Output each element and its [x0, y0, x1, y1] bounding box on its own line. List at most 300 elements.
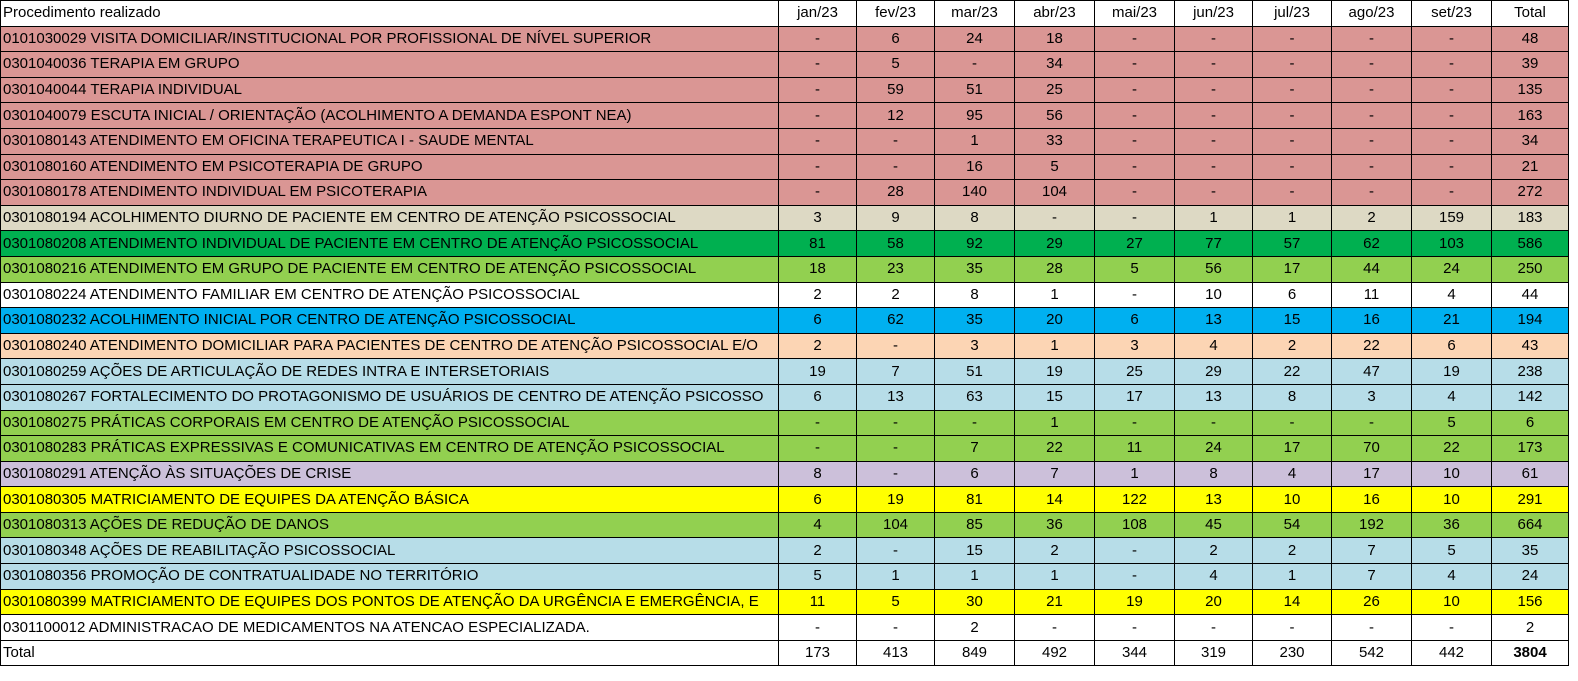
table-row: [1, 615, 1569, 641]
value-cell: 2: [779, 282, 857, 308]
value-cell: 13: [857, 384, 935, 410]
column-header-fev: fev/23: [857, 1, 935, 27]
value-cell: -: [857, 461, 935, 487]
value-cell: -: [1412, 128, 1492, 154]
value-cell: 29: [1175, 359, 1253, 385]
value-cell: 5: [857, 589, 935, 615]
value-cell: 45: [1175, 512, 1253, 538]
procedure-label: 0301080224 ATENDIMENTO FAMILIAR EM CENTRO DE ATENÇÃO PSICOSSOCIAL: [1, 282, 779, 308]
value-cell: -: [1253, 26, 1332, 52]
value-cell: 51: [935, 359, 1015, 385]
table-row: [1, 538, 1569, 564]
row-total-cell: 44: [1492, 282, 1569, 308]
column-header-set: set/23: [1412, 1, 1492, 27]
value-cell: -: [1095, 538, 1175, 564]
value-cell: 22: [1412, 436, 1492, 462]
row-total-cell: 135: [1492, 77, 1569, 103]
total-cell: 413: [857, 640, 935, 666]
column-header-jan: jan/23: [779, 1, 857, 27]
table-row: [1, 512, 1569, 538]
value-cell: -: [1095, 77, 1175, 103]
header-row: [1, 1, 1569, 27]
value-cell: 24: [1412, 256, 1492, 282]
value-cell: 2: [1332, 205, 1412, 231]
procedure-label: 0301080356 PROMOÇÃO DE CONTRATUALIDADE NO TERRITÓRIO: [1, 564, 779, 590]
value-cell: 20: [1015, 308, 1095, 334]
procedure-label: 0301080275 PRÁTICAS CORPORAIS EM CENTRO DE ATENÇÃO PSICOSSOCIAL: [1, 410, 779, 436]
table-row: [1, 231, 1569, 257]
value-cell: 58: [857, 231, 935, 257]
procedure-label: 0301080305 MATRICIAMENTO DE EQUIPES DA ATENÇÃO BÁSICA: [1, 487, 779, 513]
value-cell: 7: [1015, 461, 1095, 487]
value-cell: 81: [935, 487, 1015, 513]
value-cell: -: [1095, 615, 1175, 641]
value-cell: 14: [1015, 487, 1095, 513]
value-cell: -: [1175, 103, 1253, 129]
row-total-cell: 183: [1492, 205, 1569, 231]
table-row: [1, 436, 1569, 462]
table-row: [1, 564, 1569, 590]
value-cell: -: [857, 615, 935, 641]
value-cell: 1: [1015, 410, 1095, 436]
value-cell: -: [857, 538, 935, 564]
table-row: [1, 77, 1569, 103]
value-cell: -: [1095, 205, 1175, 231]
value-cell: 2: [1253, 333, 1332, 359]
value-cell: 3: [1095, 333, 1175, 359]
total-row: [1, 640, 1569, 666]
value-cell: 2: [1253, 538, 1332, 564]
value-cell: 6: [1253, 282, 1332, 308]
total-cell: 492: [1015, 640, 1095, 666]
total-cell: 230: [1253, 640, 1332, 666]
value-cell: 19: [779, 359, 857, 385]
value-cell: 44: [1332, 256, 1412, 282]
value-cell: -: [1175, 77, 1253, 103]
value-cell: -: [1095, 564, 1175, 590]
value-cell: 1: [935, 564, 1015, 590]
procedure-label: 0301080208 ATENDIMENTO INDIVIDUAL DE PACIENTE EM CENTRO DE ATENÇÃO PSICOSSOCIAL: [1, 231, 779, 257]
value-cell: 7: [1332, 564, 1412, 590]
value-cell: 15: [1015, 384, 1095, 410]
value-cell: -: [1175, 52, 1253, 78]
row-total-cell: 43: [1492, 333, 1569, 359]
table-row: [1, 333, 1569, 359]
row-total-cell: 173: [1492, 436, 1569, 462]
value-cell: 18: [1015, 26, 1095, 52]
procedure-label: 0301080313 AÇÕES DE REDUÇÃO DE DANOS: [1, 512, 779, 538]
total-label: Total: [1, 640, 779, 666]
total-cell: 173: [779, 640, 857, 666]
value-cell: 62: [857, 308, 935, 334]
value-cell: -: [1095, 26, 1175, 52]
value-cell: 8: [1175, 461, 1253, 487]
value-cell: 36: [1015, 512, 1095, 538]
value-cell: 4: [779, 512, 857, 538]
value-cell: -: [857, 128, 935, 154]
value-cell: -: [1253, 180, 1332, 206]
value-cell: 22: [1332, 333, 1412, 359]
value-cell: -: [779, 26, 857, 52]
value-cell: 4: [1175, 564, 1253, 590]
value-cell: 19: [1412, 359, 1492, 385]
value-cell: 11: [1332, 282, 1412, 308]
value-cell: 3: [935, 333, 1015, 359]
table-row: [1, 384, 1569, 410]
row-total-cell: 6: [1492, 410, 1569, 436]
value-cell: 192: [1332, 512, 1412, 538]
value-cell: 63: [935, 384, 1015, 410]
value-cell: -: [1412, 103, 1492, 129]
value-cell: -: [1175, 410, 1253, 436]
value-cell: -: [1175, 26, 1253, 52]
value-cell: -: [1332, 410, 1412, 436]
value-cell: 24: [1175, 436, 1253, 462]
procedure-label: 0301080232 ACOLHIMENTO INICIAL POR CENTRO DE ATENÇÃO PSICOSSOCIAL: [1, 308, 779, 334]
value-cell: 95: [935, 103, 1015, 129]
value-cell: 104: [1015, 180, 1095, 206]
value-cell: -: [1175, 154, 1253, 180]
value-cell: -: [1253, 77, 1332, 103]
value-cell: -: [1253, 128, 1332, 154]
value-cell: 122: [1095, 487, 1175, 513]
table-row: [1, 256, 1569, 282]
table-row: [1, 205, 1569, 231]
value-cell: 1: [857, 564, 935, 590]
value-cell: 33: [1015, 128, 1095, 154]
row-total-cell: 61: [1492, 461, 1569, 487]
value-cell: 3: [779, 205, 857, 231]
value-cell: 4: [1412, 282, 1492, 308]
value-cell: 1: [1015, 282, 1095, 308]
procedure-label: 0301080259 AÇÕES DE ARTICULAÇÃO DE REDES INTRA E INTERSETORIAIS: [1, 359, 779, 385]
value-cell: 85: [935, 512, 1015, 538]
value-cell: 10: [1412, 461, 1492, 487]
value-cell: 11: [779, 589, 857, 615]
value-cell: 23: [857, 256, 935, 282]
value-cell: -: [1095, 180, 1175, 206]
value-cell: 17: [1253, 256, 1332, 282]
value-cell: 70: [1332, 436, 1412, 462]
value-cell: -: [1332, 180, 1412, 206]
procedure-label: 0301080216 ATENDIMENTO EM GRUPO DE PACIENTE EM CENTRO DE ATENÇÃO PSICOSSOCIAL: [1, 256, 779, 282]
value-cell: 47: [1332, 359, 1412, 385]
value-cell: 1: [1015, 333, 1095, 359]
value-cell: -: [857, 154, 935, 180]
value-cell: 5: [1095, 256, 1175, 282]
row-total-cell: 586: [1492, 231, 1569, 257]
value-cell: 17: [1332, 461, 1412, 487]
value-cell: 1: [1095, 461, 1175, 487]
procedure-label: 0301080240 ATENDIMENTO DOMICILIAR PARA PACIENTES DE CENTRO DE ATENÇÃO PSICOSSOCIAL E/O: [1, 333, 779, 359]
column-header-mai: mai/23: [1095, 1, 1175, 27]
value-cell: 16: [1332, 487, 1412, 513]
value-cell: 20: [1175, 589, 1253, 615]
value-cell: 5: [779, 564, 857, 590]
procedure-label: 0301080399 MATRICIAMENTO DE EQUIPES DOS PONTOS DE ATENÇÃO DA URGÊNCIA E EMERGÊNCIA, E: [1, 589, 779, 615]
value-cell: 35: [935, 256, 1015, 282]
value-cell: 2: [857, 282, 935, 308]
value-cell: 15: [935, 538, 1015, 564]
value-cell: 30: [935, 589, 1015, 615]
value-cell: -: [1332, 615, 1412, 641]
row-total-cell: 156: [1492, 589, 1569, 615]
procedure-label: 0301080178 ATENDIMENTO INDIVIDUAL EM PSICOTERAPIA: [1, 180, 779, 206]
column-header-total: Total: [1492, 1, 1569, 27]
value-cell: 1: [1015, 564, 1095, 590]
value-cell: -: [1175, 615, 1253, 641]
value-cell: -: [857, 410, 935, 436]
value-cell: 5: [857, 52, 935, 78]
column-header-ago: ago/23: [1332, 1, 1412, 27]
column-header-jun: jun/23: [1175, 1, 1253, 27]
value-cell: 108: [1095, 512, 1175, 538]
value-cell: 104: [857, 512, 935, 538]
column-header-procedure: Procedimento realizado: [1, 1, 779, 27]
value-cell: 21: [1015, 589, 1095, 615]
value-cell: -: [1015, 205, 1095, 231]
table-row: [1, 26, 1569, 52]
value-cell: 6: [779, 384, 857, 410]
value-cell: 6: [1095, 308, 1175, 334]
value-cell: 27: [1095, 231, 1175, 257]
value-cell: 5: [1412, 410, 1492, 436]
value-cell: 2: [779, 538, 857, 564]
value-cell: 2: [779, 333, 857, 359]
procedure-label: 0301080160 ATENDIMENTO EM PSICOTERAPIA DE GRUPO: [1, 154, 779, 180]
value-cell: 10: [1412, 487, 1492, 513]
column-header-abr: abr/23: [1015, 1, 1095, 27]
table-row: [1, 410, 1569, 436]
column-header-jul: jul/23: [1253, 1, 1332, 27]
procedure-label: 0301080348 AÇÕES DE REABILITAÇÃO PSICOSSOCIAL: [1, 538, 779, 564]
value-cell: 28: [857, 180, 935, 206]
value-cell: -: [1175, 180, 1253, 206]
value-cell: -: [779, 128, 857, 154]
value-cell: -: [779, 180, 857, 206]
row-total-cell: 163: [1492, 103, 1569, 129]
column-header-mar: mar/23: [935, 1, 1015, 27]
procedure-label: 0301040079 ESCUTA INICIAL / ORIENTAÇÃO (ACOLHIMENTO A DEMANDA ESPONT NEA): [1, 103, 779, 129]
value-cell: 26: [1332, 589, 1412, 615]
value-cell: 56: [1175, 256, 1253, 282]
value-cell: 18: [779, 256, 857, 282]
value-cell: -: [779, 615, 857, 641]
value-cell: 13: [1175, 487, 1253, 513]
value-cell: 19: [857, 487, 935, 513]
value-cell: -: [1253, 52, 1332, 78]
value-cell: 1: [1175, 205, 1253, 231]
procedure-label: 0301080283 PRÁTICAS EXPRESSIVAS E COMUNICATIVAS EM CENTRO DE ATENÇÃO PSICOSSOCIAL: [1, 436, 779, 462]
value-cell: 4: [1412, 384, 1492, 410]
value-cell: 9: [857, 205, 935, 231]
value-cell: -: [1412, 77, 1492, 103]
value-cell: 4: [1412, 564, 1492, 590]
value-cell: 10: [1175, 282, 1253, 308]
row-total-cell: 21: [1492, 154, 1569, 180]
value-cell: 13: [1175, 384, 1253, 410]
value-cell: 62: [1332, 231, 1412, 257]
value-cell: 7: [935, 436, 1015, 462]
row-total-cell: 664: [1492, 512, 1569, 538]
value-cell: 17: [1095, 384, 1175, 410]
value-cell: 25: [1015, 77, 1095, 103]
value-cell: 35: [935, 308, 1015, 334]
value-cell: 4: [1253, 461, 1332, 487]
total-cell: 344: [1095, 640, 1175, 666]
value-cell: 24: [935, 26, 1015, 52]
table-row: [1, 461, 1569, 487]
value-cell: -: [1095, 282, 1175, 308]
value-cell: 6: [1412, 333, 1492, 359]
value-cell: 11: [1095, 436, 1175, 462]
value-cell: 103: [1412, 231, 1492, 257]
value-cell: 8: [1253, 384, 1332, 410]
table-row: [1, 282, 1569, 308]
value-cell: -: [1332, 154, 1412, 180]
value-cell: 1: [1253, 205, 1332, 231]
row-total-cell: 35: [1492, 538, 1569, 564]
value-cell: 77: [1175, 231, 1253, 257]
value-cell: 6: [935, 461, 1015, 487]
table-row: [1, 180, 1569, 206]
value-cell: -: [935, 52, 1015, 78]
row-total-cell: 142: [1492, 384, 1569, 410]
total-cell: 319: [1175, 640, 1253, 666]
value-cell: 21: [1412, 308, 1492, 334]
procedure-label: 0301080291 ATENÇÃO ÀS SITUAÇÕES DE CRISE: [1, 461, 779, 487]
value-cell: -: [1332, 26, 1412, 52]
value-cell: -: [1095, 410, 1175, 436]
value-cell: -: [1412, 180, 1492, 206]
value-cell: 8: [935, 205, 1015, 231]
value-cell: 3: [1332, 384, 1412, 410]
row-total-cell: 250: [1492, 256, 1569, 282]
value-cell: 51: [935, 77, 1015, 103]
value-cell: 6: [779, 487, 857, 513]
value-cell: -: [1412, 26, 1492, 52]
value-cell: 1: [1253, 564, 1332, 590]
total-cell: 542: [1332, 640, 1412, 666]
value-cell: 16: [1332, 308, 1412, 334]
table-row: [1, 154, 1569, 180]
table-row: [1, 128, 1569, 154]
value-cell: 22: [1015, 436, 1095, 462]
value-cell: 10: [1253, 487, 1332, 513]
value-cell: -: [779, 103, 857, 129]
value-cell: 8: [935, 282, 1015, 308]
value-cell: -: [1412, 615, 1492, 641]
value-cell: 56: [1015, 103, 1095, 129]
value-cell: -: [1412, 52, 1492, 78]
value-cell: 6: [779, 308, 857, 334]
procedure-label: 0301040044 TERAPIA INDIVIDUAL: [1, 77, 779, 103]
value-cell: 17: [1253, 436, 1332, 462]
procedure-label: 0301080267 FORTALECIMENTO DO PROTAGONISMO DE USUÁRIOS DE CENTRO DE ATENÇÃO PSICOSSO: [1, 384, 779, 410]
value-cell: 57: [1253, 231, 1332, 257]
value-cell: 6: [857, 26, 935, 52]
value-cell: -: [857, 436, 935, 462]
row-total-cell: 291: [1492, 487, 1569, 513]
value-cell: -: [779, 77, 857, 103]
value-cell: -: [935, 410, 1015, 436]
table-row: [1, 103, 1569, 129]
value-cell: 159: [1412, 205, 1492, 231]
row-total-cell: 39: [1492, 52, 1569, 78]
value-cell: 54: [1253, 512, 1332, 538]
value-cell: -: [1015, 615, 1095, 641]
total-cell: 442: [1412, 640, 1492, 666]
value-cell: -: [1332, 103, 1412, 129]
value-cell: 59: [857, 77, 935, 103]
row-total-cell: 2: [1492, 615, 1569, 641]
value-cell: 22: [1253, 359, 1332, 385]
value-cell: 25: [1095, 359, 1175, 385]
value-cell: 29: [1015, 231, 1095, 257]
value-cell: 7: [1332, 538, 1412, 564]
value-cell: -: [1095, 103, 1175, 129]
value-cell: 19: [1015, 359, 1095, 385]
value-cell: 1: [935, 128, 1015, 154]
value-cell: -: [1095, 154, 1175, 180]
procedure-label: 0101030029 VISITA DOMICILIAR/INSTITUCIONAL POR PROFISSIONAL DE NÍVEL SUPERIOR: [1, 26, 779, 52]
value-cell: 5: [1412, 538, 1492, 564]
procedure-label: 0301040036 TERAPIA EM GRUPO: [1, 52, 779, 78]
value-cell: 34: [1015, 52, 1095, 78]
value-cell: 15: [1253, 308, 1332, 334]
procedure-label: 0301080194 ACOLHIMENTO DIURNO DE PACIENTE EM CENTRO DE ATENÇÃO PSICOSSOCIAL: [1, 205, 779, 231]
table-row: [1, 589, 1569, 615]
row-total-cell: 194: [1492, 308, 1569, 334]
table-row: [1, 359, 1569, 385]
value-cell: 81: [779, 231, 857, 257]
value-cell: 2: [935, 615, 1015, 641]
value-cell: 12: [857, 103, 935, 129]
value-cell: -: [779, 410, 857, 436]
value-cell: -: [1332, 128, 1412, 154]
value-cell: 36: [1412, 512, 1492, 538]
table-row: [1, 52, 1569, 78]
value-cell: -: [1253, 410, 1332, 436]
procedure-label: 0301100012 ADMINISTRACAO DE MEDICAMENTOS NA ATENCAO ESPECIALIZADA.: [1, 615, 779, 641]
value-cell: -: [1095, 52, 1175, 78]
value-cell: -: [1253, 103, 1332, 129]
value-cell: 28: [1015, 256, 1095, 282]
value-cell: 19: [1095, 589, 1175, 615]
value-cell: 2: [1015, 538, 1095, 564]
row-total-cell: 24: [1492, 564, 1569, 590]
value-cell: -: [779, 436, 857, 462]
value-cell: 7: [857, 359, 935, 385]
value-cell: -: [1332, 77, 1412, 103]
value-cell: 5: [1015, 154, 1095, 180]
total-cell: 849: [935, 640, 1015, 666]
value-cell: -: [1095, 128, 1175, 154]
value-cell: -: [1175, 128, 1253, 154]
value-cell: -: [779, 52, 857, 78]
value-cell: 92: [935, 231, 1015, 257]
value-cell: -: [857, 333, 935, 359]
value-cell: 8: [779, 461, 857, 487]
value-cell: 140: [935, 180, 1015, 206]
row-total-cell: 272: [1492, 180, 1569, 206]
value-cell: 2: [1175, 538, 1253, 564]
row-total-cell: 34: [1492, 128, 1569, 154]
value-cell: -: [779, 154, 857, 180]
value-cell: 10: [1412, 589, 1492, 615]
row-total-cell: 238: [1492, 359, 1569, 385]
table-row: [1, 487, 1569, 513]
